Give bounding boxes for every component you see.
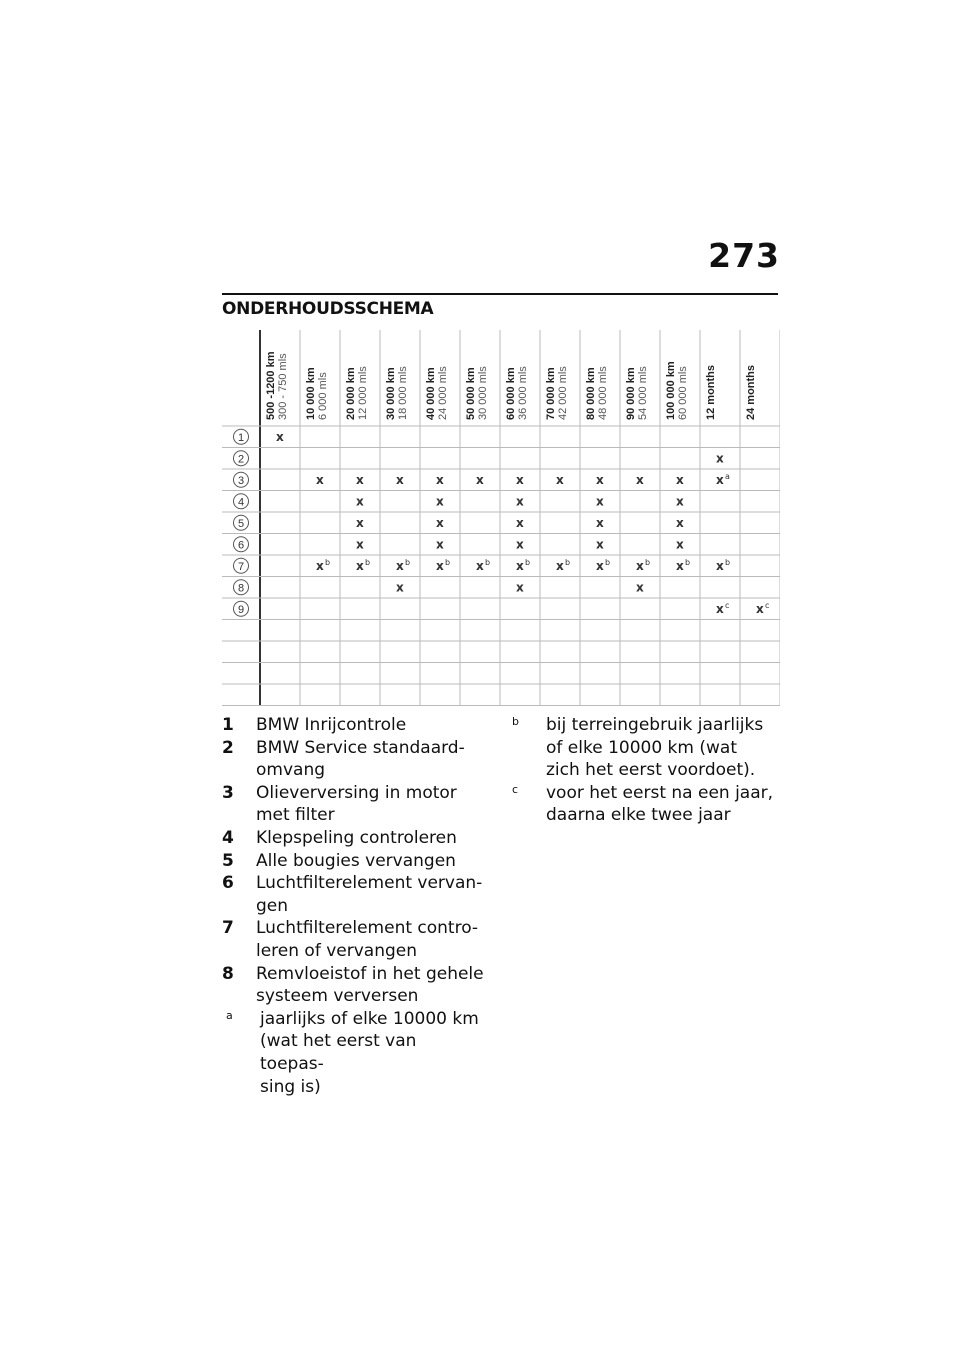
footnote-sup: b bbox=[725, 557, 731, 567]
column-header-sub: 36 000 mls bbox=[517, 366, 529, 420]
column-header-main: 70 000 km bbox=[545, 367, 557, 420]
legend-text: bij terreingebruik jaarlijks of elke 10000 km (wat zich het eerst voordoet). bbox=[546, 715, 764, 781]
check-mark: x bbox=[676, 494, 684, 509]
legend-key: 2 bbox=[222, 737, 234, 758]
check-mark: x bbox=[396, 472, 404, 487]
check-mark: x bbox=[636, 472, 644, 487]
column-header-sub: 60 000 mls bbox=[677, 366, 689, 420]
legend-key: b bbox=[512, 715, 519, 728]
row-number-label: 9 bbox=[237, 603, 245, 616]
legend-text: voor het eerst na een jaar, daarna elke twee jaar bbox=[546, 782, 774, 826]
legend-item bbox=[508, 782, 780, 827]
footnote-sup: b bbox=[485, 557, 491, 567]
column-header-main: 100 000 km bbox=[665, 361, 677, 420]
footnote-sup: c bbox=[725, 600, 730, 610]
check-mark: x bbox=[436, 537, 444, 552]
check-mark: x bbox=[516, 537, 524, 552]
check-mark: x bbox=[356, 472, 364, 487]
check-mark: x bbox=[476, 558, 484, 573]
check-mark: x bbox=[556, 558, 564, 573]
legend-text: Alle bougies vervangen bbox=[256, 850, 456, 871]
legend-item bbox=[222, 872, 484, 917]
check-mark: x bbox=[356, 558, 364, 573]
check-mark: x bbox=[676, 472, 684, 487]
legend-key: a bbox=[226, 1008, 233, 1022]
check-mark: x bbox=[596, 537, 604, 552]
legend-text: BMW Inrijcontrole bbox=[256, 715, 407, 735]
check-mark: x bbox=[516, 515, 524, 530]
row-number-label: 7 bbox=[237, 560, 245, 573]
column-header-sub: 300 - 750 mls bbox=[277, 353, 289, 420]
column-header-main: 90 000 km bbox=[625, 367, 637, 420]
footnote-sup: b bbox=[685, 557, 691, 567]
column-header-sub: 30 000 mls bbox=[477, 366, 489, 420]
maintenance-table bbox=[222, 322, 780, 706]
column-header-sub: 6 000 mls bbox=[317, 372, 329, 420]
legend-text: jaarlijks of elke 10000 km (wat het eerst van toepas- sing is) bbox=[260, 1008, 479, 1097]
column-header-main: 80 000 km bbox=[585, 367, 597, 420]
legend-key: 1 bbox=[222, 715, 234, 735]
legend-item bbox=[508, 714, 780, 782]
check-mark: x bbox=[756, 601, 764, 616]
check-mark: x bbox=[676, 558, 684, 573]
legend-left bbox=[222, 714, 484, 1098]
check-mark: x bbox=[676, 537, 684, 552]
check-mark: x bbox=[436, 494, 444, 509]
row-number-label: 3 bbox=[237, 474, 245, 487]
legend-item bbox=[222, 1008, 484, 1098]
column-header-main: 60 000 km bbox=[505, 367, 517, 420]
legend-key: 3 bbox=[222, 782, 234, 803]
legend-item bbox=[222, 850, 484, 873]
check-mark: x bbox=[356, 494, 364, 509]
check-mark: x bbox=[716, 451, 724, 466]
column-header-main: 50 000 km bbox=[465, 367, 477, 420]
footnote-sup: b bbox=[405, 557, 411, 567]
legend-text: Luchtfilterelement vervan- gen bbox=[256, 873, 483, 916]
check-mark: x bbox=[396, 580, 404, 595]
column-header-main: 30 000 km bbox=[385, 367, 397, 420]
check-mark: x bbox=[516, 558, 524, 573]
check-mark: x bbox=[436, 558, 444, 573]
footnote-sup: b bbox=[645, 557, 651, 567]
legend-text: Remvloeistof in het gehele systeem verversen bbox=[256, 963, 484, 1007]
footnote-sup: b bbox=[365, 557, 371, 567]
legend-item bbox=[222, 714, 484, 737]
check-mark: x bbox=[596, 494, 604, 509]
check-mark: x bbox=[436, 515, 444, 530]
check-mark: x bbox=[636, 580, 644, 595]
check-mark: x bbox=[316, 558, 324, 573]
row-number-label: 2 bbox=[237, 453, 245, 466]
footnote-sup: b bbox=[525, 557, 531, 567]
check-mark: x bbox=[716, 601, 724, 616]
footnote-sup: a bbox=[725, 471, 730, 481]
check-mark: x bbox=[516, 580, 524, 595]
legend-key: c bbox=[512, 782, 519, 796]
legend-key: 4 bbox=[222, 827, 234, 848]
column-header-sub: 12 000 mls bbox=[357, 366, 369, 420]
footnote-sup: c bbox=[765, 600, 770, 610]
check-mark: x bbox=[596, 515, 604, 530]
legend-text: Luchtfilterelement contro- leren of vervangen bbox=[256, 918, 479, 961]
legend-item bbox=[222, 737, 484, 782]
column-header-sub: 54 000 mls bbox=[637, 366, 649, 420]
check-mark: x bbox=[276, 429, 284, 444]
check-mark: x bbox=[436, 472, 444, 487]
legend-key: 8 bbox=[222, 963, 234, 984]
top-rule bbox=[222, 293, 778, 295]
check-mark: x bbox=[476, 472, 484, 487]
legend-key: 6 bbox=[222, 873, 234, 894]
check-mark: x bbox=[396, 558, 404, 573]
legend-text: Olieverversing in motor met filter bbox=[256, 782, 457, 826]
legend-item bbox=[222, 827, 484, 850]
check-mark: x bbox=[676, 515, 684, 530]
legend-text: Klepspeling controleren bbox=[256, 827, 457, 848]
legend-item bbox=[222, 963, 484, 1008]
section-title: ONDERHOUDSSCHEMA bbox=[222, 299, 434, 319]
check-mark: x bbox=[596, 472, 604, 487]
check-mark: x bbox=[356, 515, 364, 530]
row-number-label: 4 bbox=[237, 496, 245, 509]
check-mark: x bbox=[716, 472, 724, 487]
check-mark: x bbox=[596, 558, 604, 573]
row-number-label: 5 bbox=[237, 517, 245, 530]
footnote-sup: b bbox=[605, 557, 611, 567]
footnote-sup: b bbox=[565, 557, 571, 567]
check-mark: x bbox=[516, 472, 524, 487]
column-header-main: 12 months bbox=[705, 364, 717, 420]
column-header-sub: 48 000 mls bbox=[597, 366, 609, 420]
column-header-sub: 42 000 mls bbox=[557, 366, 569, 420]
legend-item bbox=[222, 917, 484, 962]
row-number-label: 8 bbox=[237, 582, 245, 595]
check-mark: x bbox=[516, 494, 524, 509]
column-header-main: 10 000 km bbox=[305, 367, 317, 420]
column-header-main: 20 000 km bbox=[345, 367, 357, 420]
page-number: 273 bbox=[708, 236, 780, 275]
column-header-main: 24 months bbox=[745, 364, 757, 420]
column-header-sub: 18 000 mls bbox=[397, 366, 409, 420]
row-number-label: 6 bbox=[237, 539, 245, 552]
check-mark: x bbox=[556, 472, 564, 487]
check-mark: x bbox=[316, 472, 324, 487]
check-mark: x bbox=[636, 558, 644, 573]
footnote-sup: b bbox=[325, 557, 331, 567]
row-number-label: 1 bbox=[237, 431, 245, 444]
column-header-main: 500 -1200 km bbox=[265, 351, 277, 420]
footnote-sup: b bbox=[445, 557, 451, 567]
legend-item bbox=[222, 782, 484, 827]
column-header-sub: 24 000 mls bbox=[437, 366, 449, 420]
legend-right bbox=[508, 714, 780, 827]
legend-text: BMW Service standaard- omvang bbox=[256, 737, 465, 781]
legend-key: 5 bbox=[222, 850, 234, 871]
legend-key: 7 bbox=[222, 918, 234, 939]
check-mark: x bbox=[716, 558, 724, 573]
column-header-main: 40 000 km bbox=[425, 367, 437, 420]
check-mark: x bbox=[356, 537, 364, 552]
